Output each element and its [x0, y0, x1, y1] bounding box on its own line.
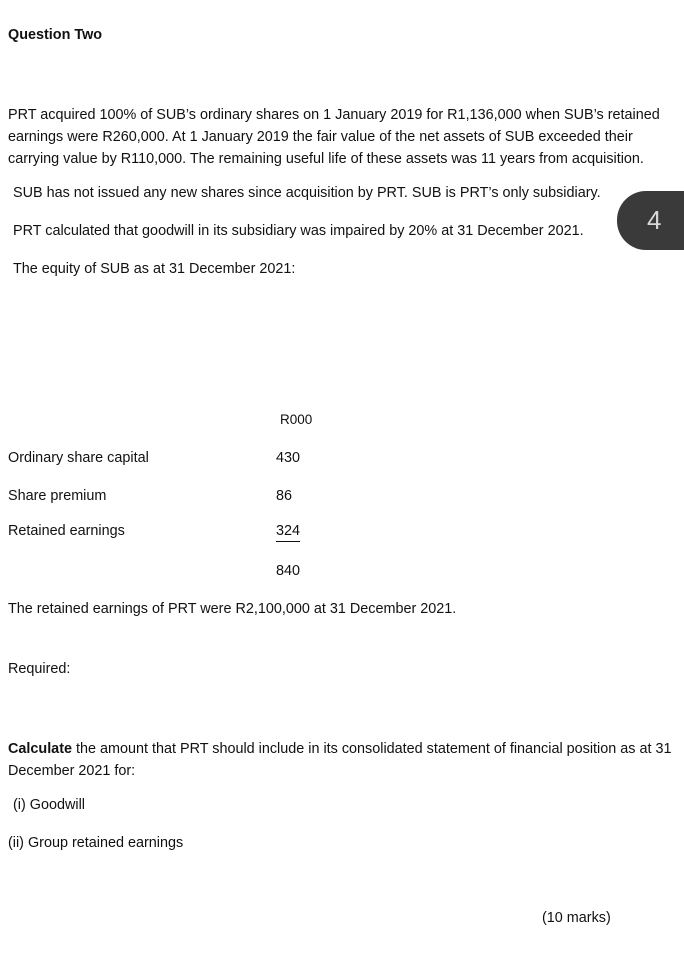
question-line-shares: SUB has not issued any new shares since acquisition by PRT. SUB is PRT’s only subsidiary.: [13, 185, 601, 201]
question-title: Question Two: [8, 27, 103, 43]
page-number-label: 4: [647, 205, 662, 235]
equity-table-unit-header: R000: [280, 412, 313, 427]
question-line-impairment: PRT calculated that goodwill in its subsidiary was impaired by 20% at 31 December 2021.: [13, 223, 584, 239]
equity-row-label: Ordinary share capital: [8, 450, 149, 466]
page-number-badge: [617, 191, 684, 250]
required-item-goodwill: (i) Goodwill: [13, 797, 85, 813]
marks-label: (10 marks): [542, 910, 611, 926]
equity-row-label: Share premium: [8, 488, 107, 504]
equity-total-value: 840: [276, 563, 301, 579]
question-paragraph-intro: PRT acquired 100% of SUB’s ordinary shares on 1 January 2019 for R1,136,000 when SUB’s retained earnings were R260,000. At 1 January 2019 the fair value of the net assets of SUB exceeded their carrying value by R110,000. The remaining useful life of these assets was 11 years from acquisition.: [8, 107, 660, 167]
question-line-equity-intro: The equity of SUB as at 31 December 2021:: [13, 261, 296, 277]
equity-row-value: 430: [276, 450, 301, 466]
equity-row-value: 86: [276, 488, 293, 504]
required-heading: Required:: [8, 661, 71, 677]
required-instruction-text: the amount that PRT should include in its consolidated statement of financial position as at 31 December 2021 for:: [8, 741, 672, 779]
equity-row-value: 324: [276, 523, 300, 542]
prt-retained-earnings-note: The retained earnings of PRT were R2,100,000 at 31 December 2021.: [8, 601, 457, 617]
required-instruction-bold: Calculate: [8, 741, 72, 757]
required-instruction: [8, 738, 674, 782]
required-item-group-retained-earnings: (ii) Group retained earnings: [8, 835, 184, 851]
equity-row-label: Retained earnings: [8, 523, 125, 539]
